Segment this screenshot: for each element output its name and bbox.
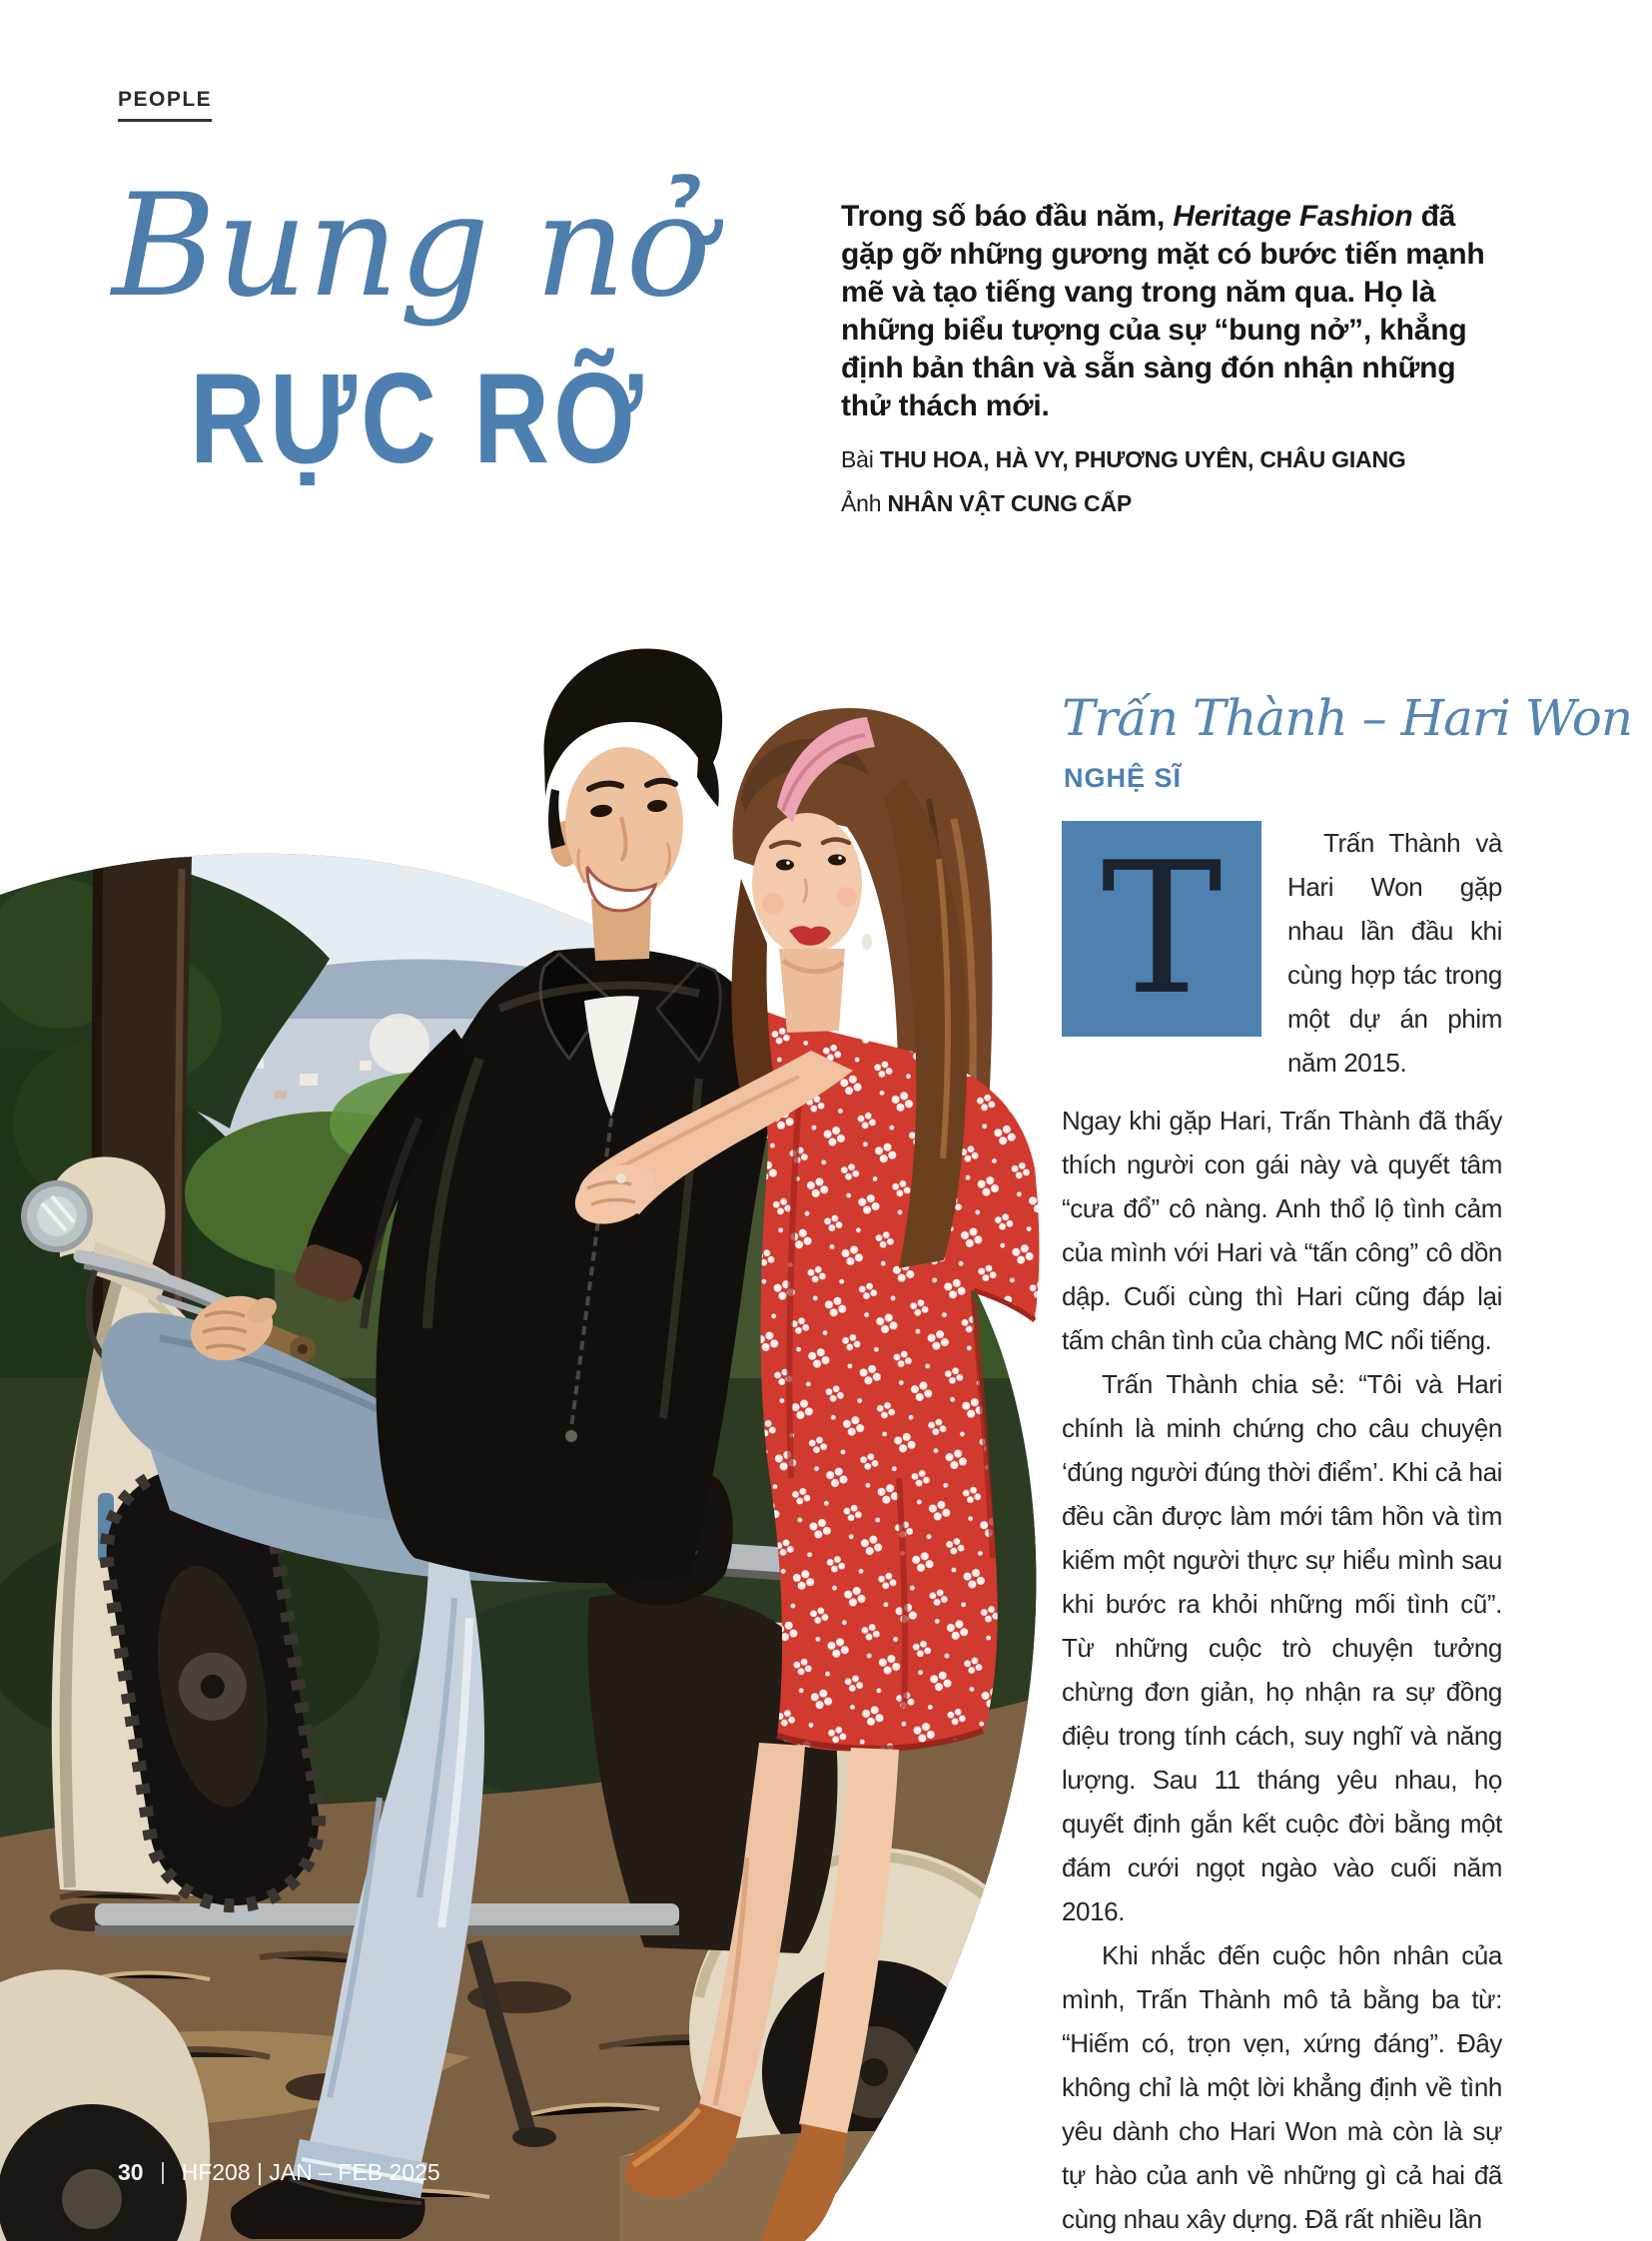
intro-line: những biểu tượng của sự “bung nở”, khẳng bbox=[841, 314, 1467, 347]
intro-line: thử thách mới. bbox=[841, 389, 1050, 422]
paragraph: Trấn Thành chia sẻ: “Tôi và Hari chính là minh chứng cho câu chuyện ‘đúng người đúng thời điểm’. Khi cả hai đều cần được làm mới tâm hồn và tìm kiếm một người thực sự hiểu mình sau khi bước ra khỏi những mối tình cũ”. Từ những cuộc trò chuyện tưởng chừng đơn giản, họ nhận ra sự đồng điệu trong tính cách, suy nghĩ và năng lượng. Sau 11 tháng yêu nhau, họ quyết định gắn kết cuộc đời bằng một đám cưới ngọt ngào vào cuối năm 2016. bbox=[1062, 1369, 1502, 1926]
profile-name: Trấn Thành – Hari Won bbox=[1062, 689, 1633, 747]
footer-divider bbox=[162, 2162, 164, 2184]
article-body bbox=[1062, 821, 1502, 2241]
page-title-script: Bung nở bbox=[112, 164, 712, 329]
intro-line: Trong số báo đầu năm, Heritage Fashion đã bbox=[841, 200, 1456, 233]
section-kicker: PEOPLE bbox=[118, 88, 212, 122]
byline-photo: Ảnh NHÂN VẬT CUNG CẤP bbox=[841, 490, 1133, 516]
intro-line: định bản thân và sẵn sàng đón nhận những bbox=[841, 352, 1456, 384]
page-footer bbox=[118, 2159, 440, 2186]
intro-block bbox=[841, 198, 1540, 525]
paragraph: Ngay khi gặp Hari, Trấn Thành đã thấy thích người con gái này và quyết tâm “cưa đổ” cô nàng. Anh thổ lộ tình cảm của mình với Hari và “tấn công” cô dồn dập. Cuối cùng thì Hari cũng đáp lại tấm chân tình của chàng MC nổi tiếng. bbox=[1062, 1106, 1502, 1355]
issue-info: HF208 | JAN – FEB 2025 bbox=[181, 2159, 440, 2185]
paragraph-beside-dropcap: Trấn Thành và Hari Won gặp nhau lần đầu khi cùng hợp tác trong một dự án phim năm 2015. bbox=[1287, 828, 1502, 1078]
page-title-caps: RỰC RỠ bbox=[190, 348, 647, 490]
byline-writers: Bài THU HOA, HÀ VY, PHƯƠNG UYÊN, CHÂU GIANG bbox=[841, 446, 1406, 472]
intro-line: mẽ và tạo tiếng vang trong năm qua. Họ là bbox=[841, 276, 1436, 309]
profile-role: NGHỆ SĨ bbox=[1064, 763, 1183, 793]
dropcap-initial: T bbox=[1062, 821, 1261, 1037]
intro-line: gặp gỡ những gương mặt có bước tiến mạnh bbox=[841, 238, 1485, 271]
paragraph: Khi nhắc đến cuộc hôn nhân của mình, Trấn Thành mô tả bằng ba từ: “Hiếm có, trọn vẹn, xứng đáng”. Đây không chỉ là một lời khẳng định về tình yêu dành cho Hari Won mà còn là sự tự hào của anh về những gì cả hai đã cùng nhau xây dựng. Đã rất nhiều lần bbox=[1062, 1940, 1502, 2234]
magazine-name: Heritage Fashion bbox=[1173, 200, 1413, 233]
page-number: 30 bbox=[118, 2159, 144, 2185]
